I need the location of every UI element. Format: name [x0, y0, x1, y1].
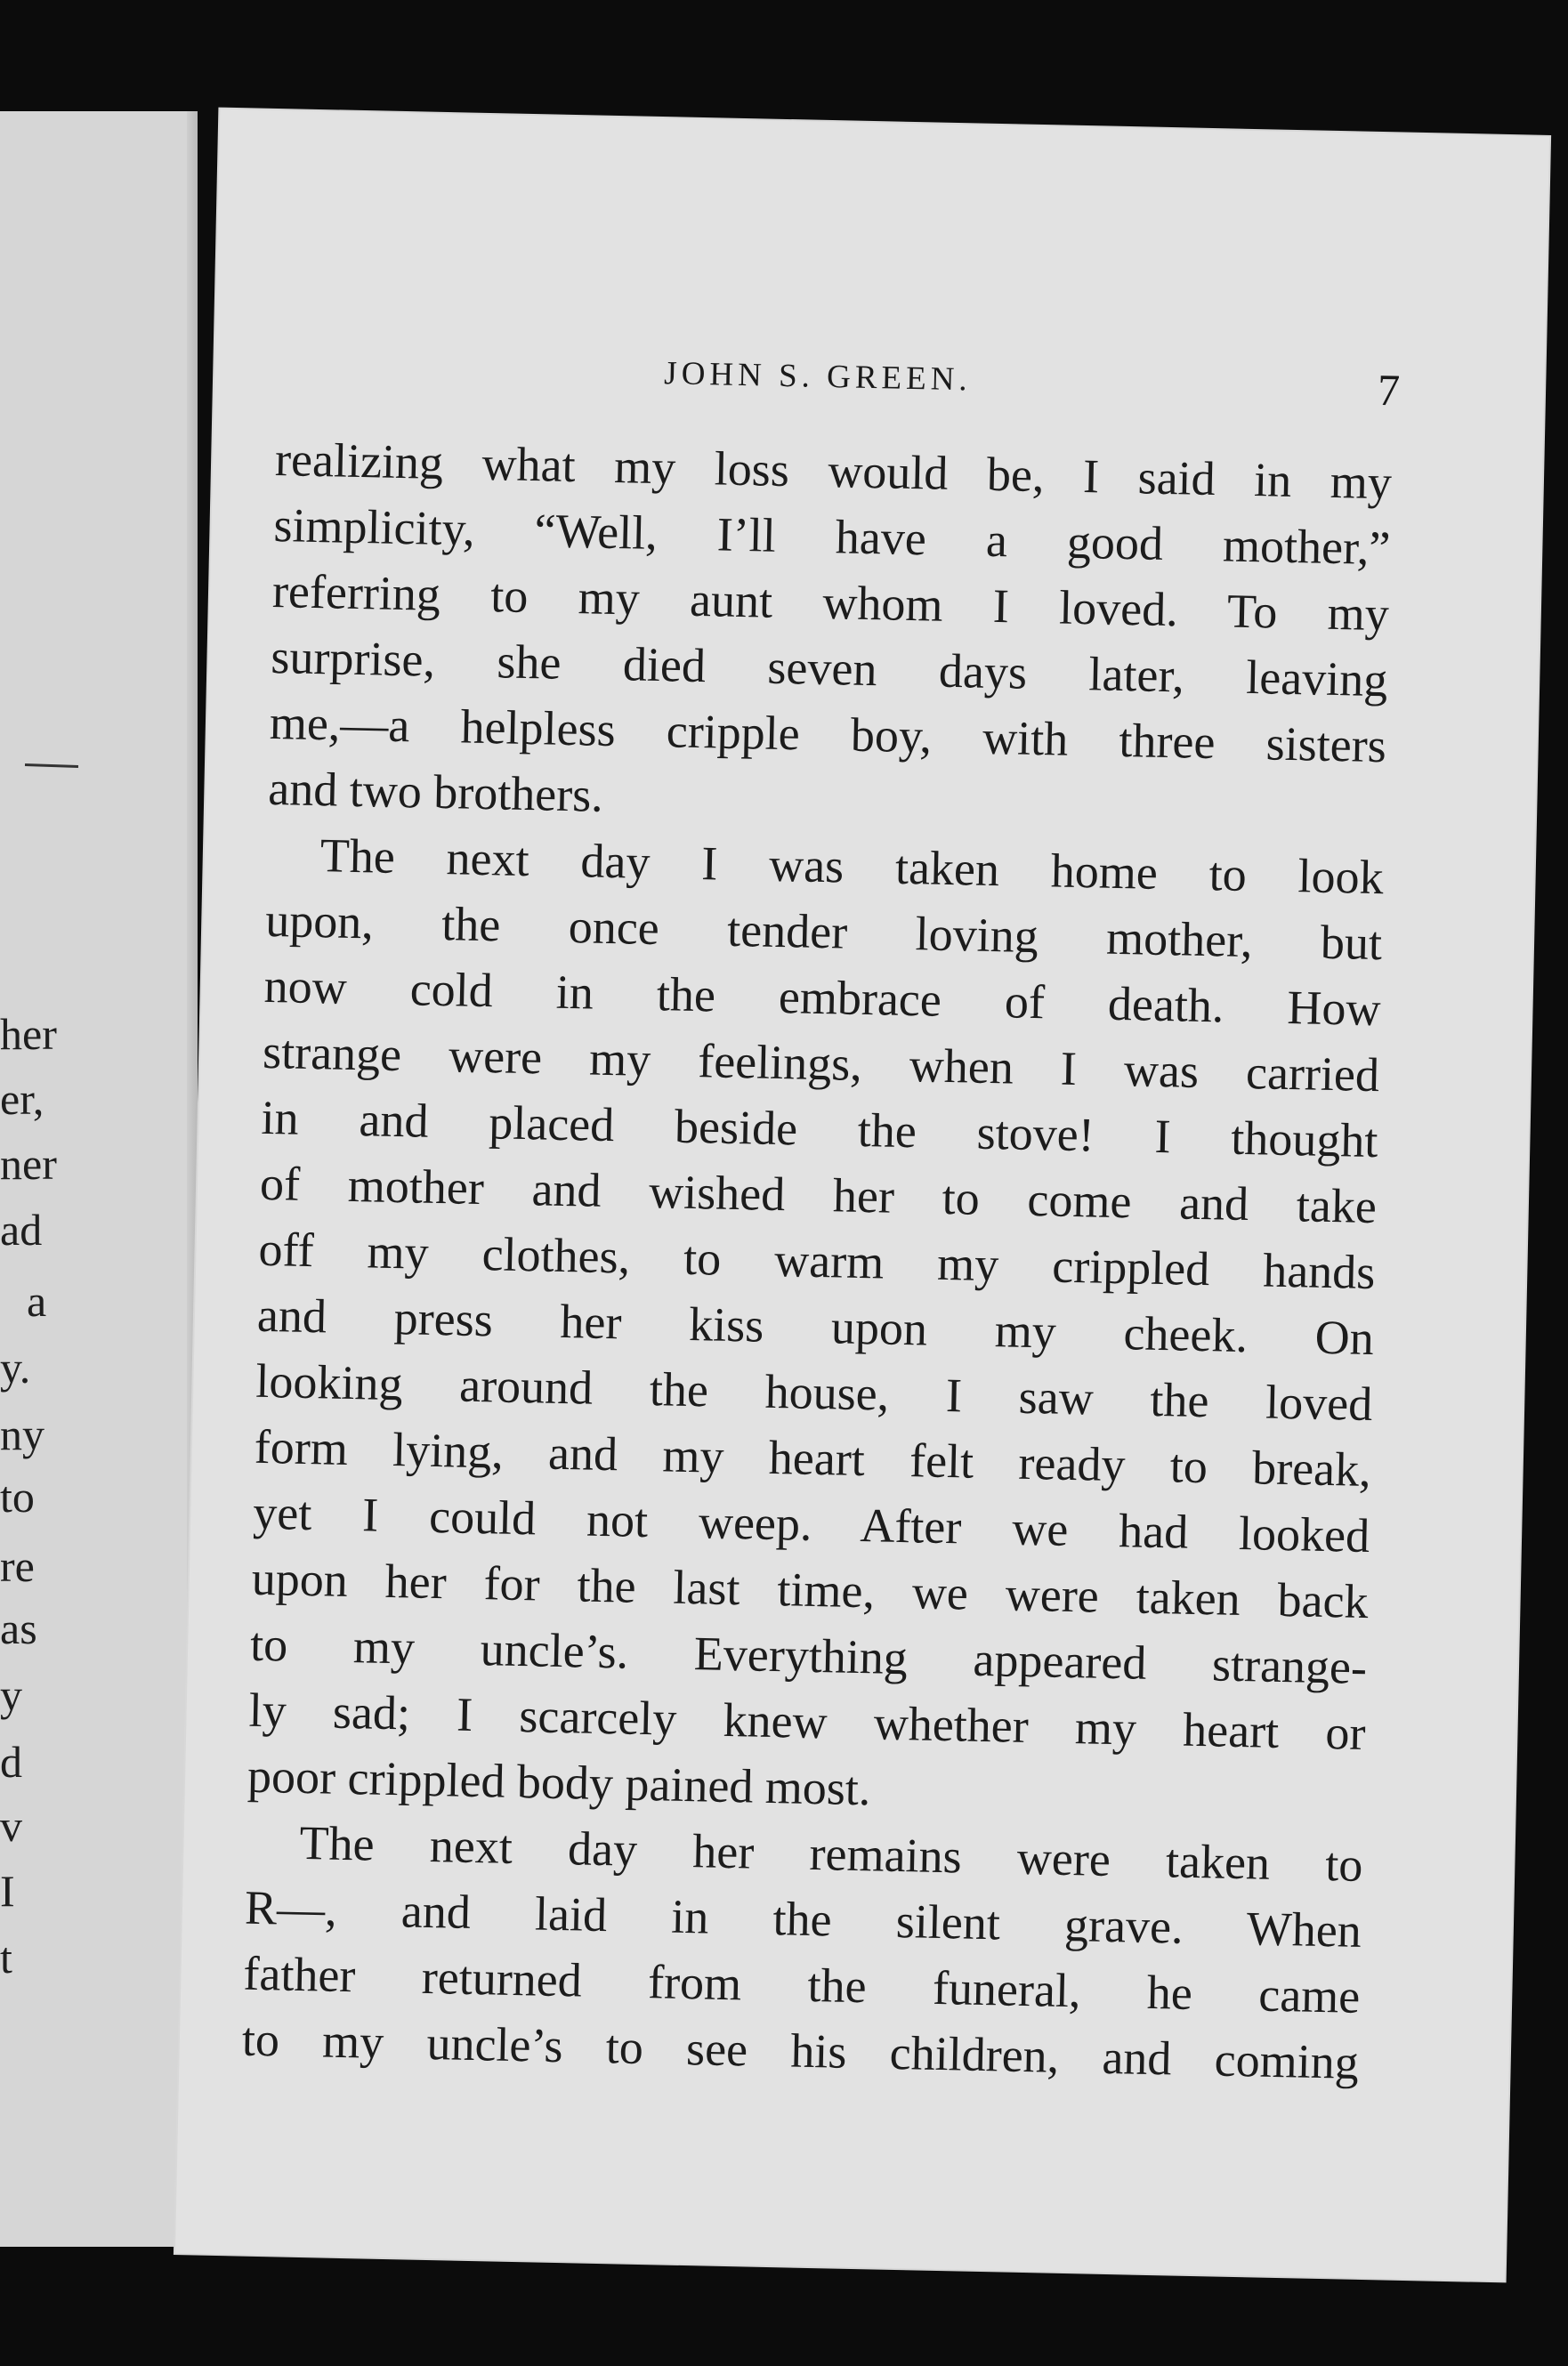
text-line: The next day her remains were taken to — [298, 1815, 1363, 1892]
margin-fragment: I — [0, 1866, 15, 1916]
margin-fragment: v — [0, 1801, 22, 1851]
text-line: now cold in the embrace of death. How — [263, 958, 1382, 1037]
text-line: of mother and wished her to come and take — [259, 1156, 1378, 1234]
text-line: R—, and laid in the silent grave. When — [244, 1880, 1362, 1958]
text-line: father returned from the funeral, he came — [242, 1946, 1361, 2023]
text-line: me,—a helpless cripple boy, with three sisters — [269, 695, 1387, 773]
text-line: surprise, she died seven days later, leaving — [270, 629, 1388, 707]
text-line: poor crippled body pained most. — [247, 1748, 872, 1816]
page-number: 7 — [1377, 364, 1401, 416]
text-line: and press her kiss upon my cheek. On — [256, 1288, 1375, 1366]
text-line: simplicity, “Well, I’ll have a good mother,” — [272, 497, 1391, 576]
text-line: form lying, and my heart felt ready to break, — [254, 1419, 1372, 1498]
text-line: realizing what my loss would be, I said in my — [274, 432, 1393, 510]
margin-fragment: y — [0, 1670, 22, 1720]
margin-fragment: ad — [0, 1205, 43, 1255]
dash-mark — [25, 763, 78, 768]
margin-fragment: re — [0, 1541, 35, 1591]
text-line: ly sad; I scarcely knew whether my heart or — [248, 1683, 1367, 1760]
text-line: to my uncle’s. Everything appeared strange- — [249, 1617, 1368, 1694]
margin-fragment: t — [0, 1933, 12, 1982]
margin-fragment: er, — [0, 1074, 44, 1124]
margin-fragment: as — [0, 1603, 37, 1653]
margin-fragment: a — [27, 1276, 47, 1326]
text-line: and two brothers. — [267, 761, 604, 822]
margin-fragment: ner — [0, 1139, 57, 1189]
text-line: strange were my feelings, when I was carried — [262, 1024, 1380, 1102]
text-line: The next day I was taken home to look — [319, 828, 1385, 905]
text-line: yet I could not weep. After we had looked — [252, 1485, 1370, 1563]
margin-fragment: her — [0, 1009, 57, 1059]
text-line: upon, the once tender loving mother, but — [264, 892, 1383, 971]
margin-fragment: d — [0, 1737, 22, 1787]
text-line: off my clothes, to warm my crippled hands — [257, 1222, 1376, 1300]
text-line: in and placed beside the stove! I thought — [261, 1090, 1379, 1168]
text-line: looking around the house, I saw the loved — [255, 1353, 1373, 1432]
book-page — [175, 109, 1549, 2281]
body-text — [214, 425, 1543, 2089]
text-line: referring to my aunt whom I loved. To my — [271, 563, 1390, 642]
margin-fragment: ny — [0, 1409, 44, 1459]
text-line: to my uncle’s to see his children, and coming — [241, 2012, 1360, 2089]
facing-page-edge — [0, 111, 198, 2247]
text-line: upon her for the last time, we were taken back — [251, 1551, 1370, 1629]
running-head-title: JOHN S. GREEN. — [663, 355, 973, 399]
margin-fragment: to — [0, 1472, 35, 1522]
margin-fragment: y. — [0, 1343, 31, 1393]
running-head — [214, 345, 1545, 426]
